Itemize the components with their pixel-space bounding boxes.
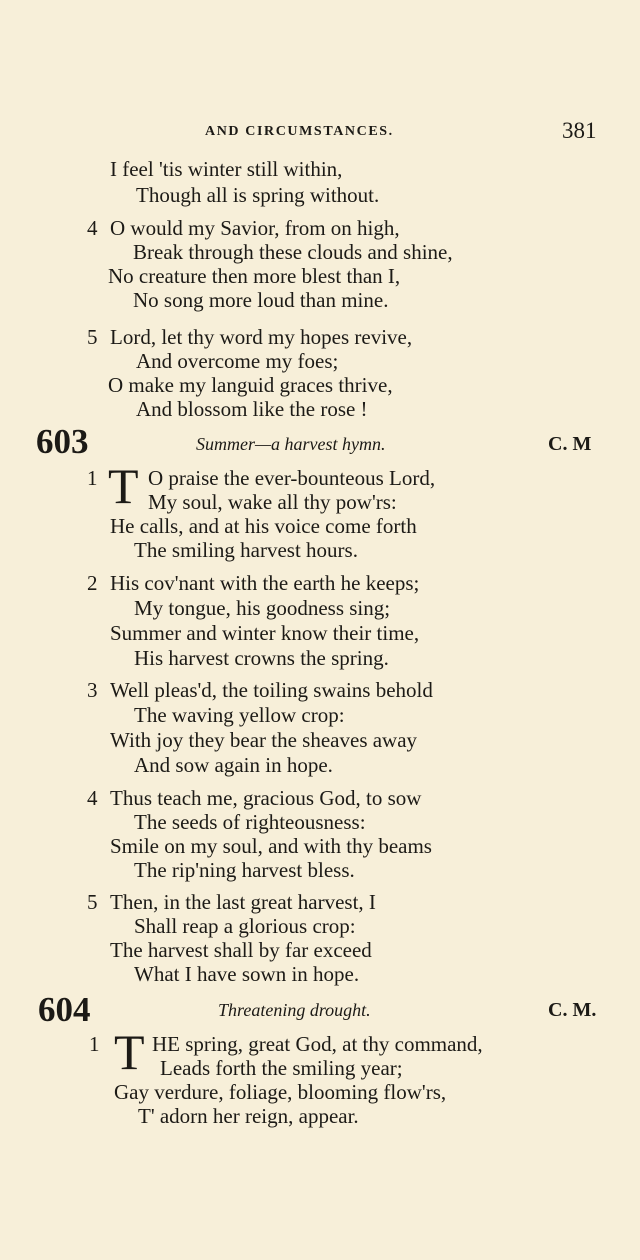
hymn-meter: C. M — [548, 433, 592, 455]
stanza-number: 2 — [87, 571, 98, 595]
page-number: 381 — [562, 118, 597, 143]
verse-line: What I have sown in hope. — [134, 962, 360, 986]
drop-cap: T — [114, 1024, 145, 1080]
verse-line: O would my Savior, from on high, — [110, 216, 400, 240]
verse-line: No song more loud than mine. — [133, 288, 389, 312]
hymn-number: 604 — [38, 990, 91, 1029]
stanza-number: 1 — [89, 1032, 100, 1056]
stanza-number: 5 — [87, 325, 98, 349]
verse-line: The seeds of righteousness: — [134, 810, 366, 834]
verse-line: Leads forth the smiling year; — [160, 1056, 403, 1080]
hymn-number: 603 — [36, 422, 89, 461]
hymn-title: Threatening drought. — [218, 1000, 371, 1020]
stanza-number: 5 — [87, 890, 98, 914]
verse-line: O make my languid graces thrive, — [108, 373, 393, 397]
verse-line: No creature then more blest than I, — [108, 264, 401, 288]
verse-line: The waving yellow crop: — [134, 703, 345, 727]
verse-line: And overcome my foes; — [136, 349, 339, 373]
verse-line: HE spring, great God, at thy command, — [152, 1032, 483, 1056]
running-head: AND CIRCUMSTANCES. — [205, 124, 394, 139]
stanza-number: 4 — [87, 216, 98, 240]
verse-line: Summer and winter know their time, — [110, 621, 420, 645]
hymn-meter: C. M. — [548, 999, 597, 1021]
verse-line: Shall reap a glorious crop: — [134, 914, 356, 938]
verse-line: He calls, and at his voice come forth — [110, 514, 417, 538]
verse-line: My soul, wake all thy pow'rs: — [148, 490, 397, 514]
verse-line: The harvest shall by far exceed — [110, 938, 372, 962]
verse-line: And sow again in hope. — [134, 753, 333, 777]
drop-cap: T — [108, 458, 139, 514]
verse-line: Thus teach me, gracious God, to sow — [110, 786, 422, 810]
stanza-number: 3 — [87, 678, 98, 702]
page-header — [0, 118, 640, 148]
verse-line: And blossom like the rose ! — [136, 397, 368, 421]
verse-line: The smiling harvest hours. — [134, 538, 358, 562]
stanza-number: 4 — [87, 786, 98, 810]
verse-line: Though all is spring without. — [136, 183, 380, 207]
verse-line: His harvest crowns the spring. — [134, 646, 389, 670]
verse-line: The rip'ning harvest bless. — [134, 858, 355, 882]
verse-line: My tongue, his goodness sing; — [134, 596, 391, 620]
verse-line: Smile on my soul, and with thy beams — [110, 834, 432, 858]
verse-line: Break through these clouds and shine, — [133, 240, 453, 264]
verse-line: I feel 'tis winter still within, — [110, 157, 343, 181]
hymn-title: Summer—a harvest hymn. — [196, 434, 386, 454]
verse-line: Lord, let thy word my hopes revive, — [110, 325, 413, 349]
verse-line: With joy they bear the sheaves away — [110, 728, 418, 752]
verse-line: T' adorn her reign, appear. — [138, 1104, 359, 1128]
verse-line: His cov'nant with the earth he keeps; — [110, 571, 420, 595]
verse-line: Gay verdure, foliage, blooming flow'rs, — [114, 1080, 447, 1104]
verse-line: Well pleas'd, the toiling swains behold — [110, 678, 433, 702]
verse-line: Then, in the last great harvest, I — [110, 890, 376, 914]
stanza-number: 1 — [87, 466, 98, 490]
verse-line: O praise the ever-bounteous Lord, — [148, 466, 436, 490]
